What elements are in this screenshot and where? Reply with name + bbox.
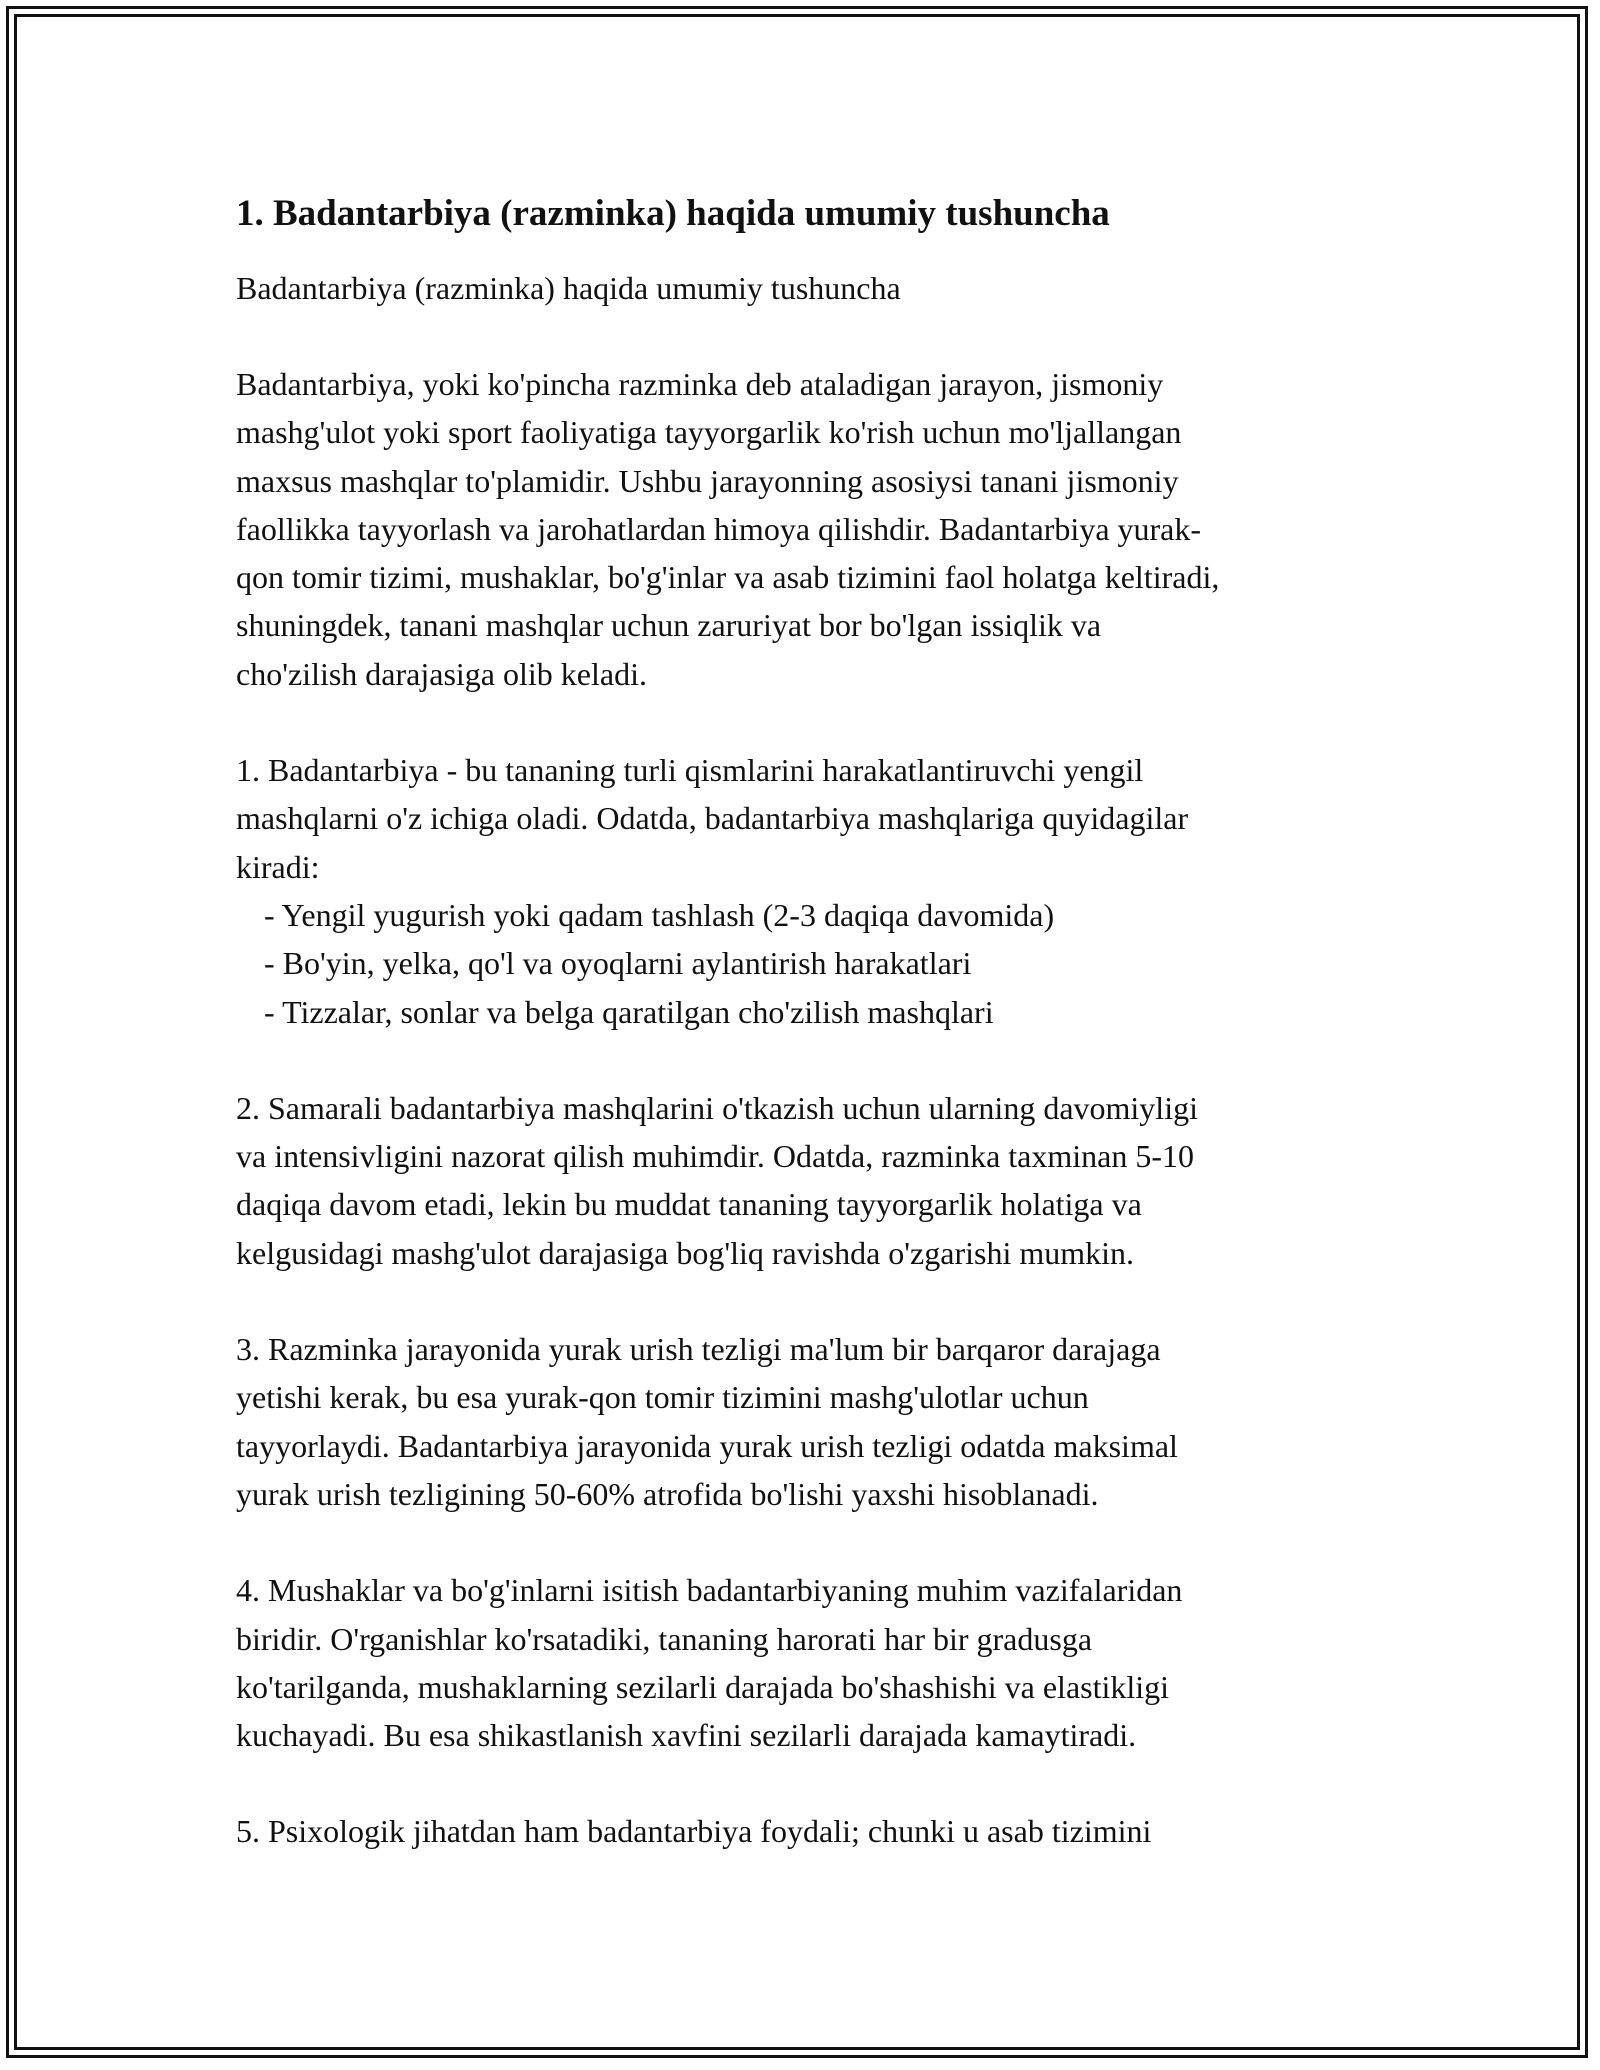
text-line: cho'zilish darajasiga olib keladi.: [236, 655, 647, 692]
item-1-paragraph: [236, 746, 1396, 1036]
item-3-paragraph: [236, 1325, 1396, 1518]
bullet-item: - Yengil yugurish yoki qadam tashlash (2-3 daqiqa davomida): [264, 896, 1055, 933]
item-5-paragraph: [236, 1807, 1396, 1855]
text-line: kuchayadi. Bu esa shikastlanish xavfini sezilarli darajada kamaytiradi.: [236, 1717, 1137, 1754]
text-line: 2. Samarali badantarbiya mashqlarini o'tkazish uchun ularning davomiyligi: [236, 1089, 1198, 1126]
text-line: kelgusidagi mashg'ulot darajasiga bog'liq ravishda o'zgarishi mumkin.: [236, 1234, 1135, 1271]
intro-paragraph: [236, 360, 1396, 698]
text-line: yurak urish tezligining 50-60% atrofida bo'lishi yaxshi hisoblanadi.: [236, 1475, 1099, 1512]
bullet-item: - Tizzalar, sonlar va belga qaratilgan cho'zilish mashqlari: [264, 993, 994, 1030]
item-4-paragraph: [236, 1566, 1396, 1759]
text-line: faollikka tayyorlash va jarohatlardan himoya qilishdir. Badantarbiya yurak-: [236, 510, 1202, 547]
text-line: biridir. O'rganishlar ko'rsatadiki, tananing harorati har bir gradusga: [236, 1620, 1093, 1657]
bullet-item: - Bo'yin, yelka, qo'l va oyoqlarni aylantirish harakatlari: [264, 945, 972, 982]
document-page: [236, 190, 1396, 1856]
text-line: yetishi kerak, bu esa yurak-qon tomir tizimini mashg'ulotlar uchun: [236, 1379, 1089, 1416]
text-line: maxsus mashqlar to'plamidir. Ushbu jarayonning asosiysi tanani jismoniy: [236, 462, 1179, 499]
document-subtitle: Badantarbiya (razminka) haqida umumiy tushuncha: [236, 270, 901, 306]
text-line: mashqlarni o'z ichiga oladi. Odatda, badantarbiya mashqlariga quyidagilar: [236, 800, 1189, 837]
text-line: 4. Mushaklar va bo'g'inlarni isitish badantarbiyaning muhim vazifalaridan: [236, 1572, 1183, 1609]
text-line: kiradi:: [236, 848, 320, 885]
text-line: mashg'ulot yoki sport faoliyatiga tayyorgarlik ko'rish uchun mo'ljallangan: [236, 414, 1182, 451]
document-heading: 1. Badantarbiya (razminka) haqida umumiy tushuncha: [236, 193, 1110, 234]
text-line: 1. Badantarbiya - bu tananing turli qismlarini harakatlantiruvchi yengil: [236, 752, 1144, 789]
text-line: tayyorlaydi. Badantarbiya jarayonida yurak urish tezligi odatda maksimal: [236, 1427, 1178, 1464]
text-line: daqiqa davom etadi, lekin bu muddat tananing tayyorgarlik holatiga va: [236, 1186, 1142, 1223]
text-line: qon tomir tizimi, mushaklar, bo'g'inlar va asab tizimini faol holatga keltiradi,: [236, 559, 1220, 596]
text-line: va intensivligini nazorat qilish muhimdir. Odatda, razminka taxminan 5-10: [236, 1138, 1195, 1175]
text-line: 5. Psixologik jihatdan ham badantarbiya foydali; chunki u asab tizimini: [236, 1813, 1152, 1850]
text-line: ko'tarilganda, mushaklarning sezilarli darajada bo'shashishi va elastikligi: [236, 1668, 1170, 1705]
text-line: 3. Razminka jarayonida yurak urish tezligi ma'lum bir barqaror darajaga: [236, 1331, 1161, 1368]
text-line: Badantarbiya, yoki ko'pincha razminka deb ataladigan jarayon, jismoniy: [236, 366, 1164, 402]
item-2-paragraph: [236, 1084, 1396, 1277]
text-line: shuningdek, tanani mashqlar uchun zaruriyat bor bo'lgan issiqlik va: [236, 607, 1102, 644]
